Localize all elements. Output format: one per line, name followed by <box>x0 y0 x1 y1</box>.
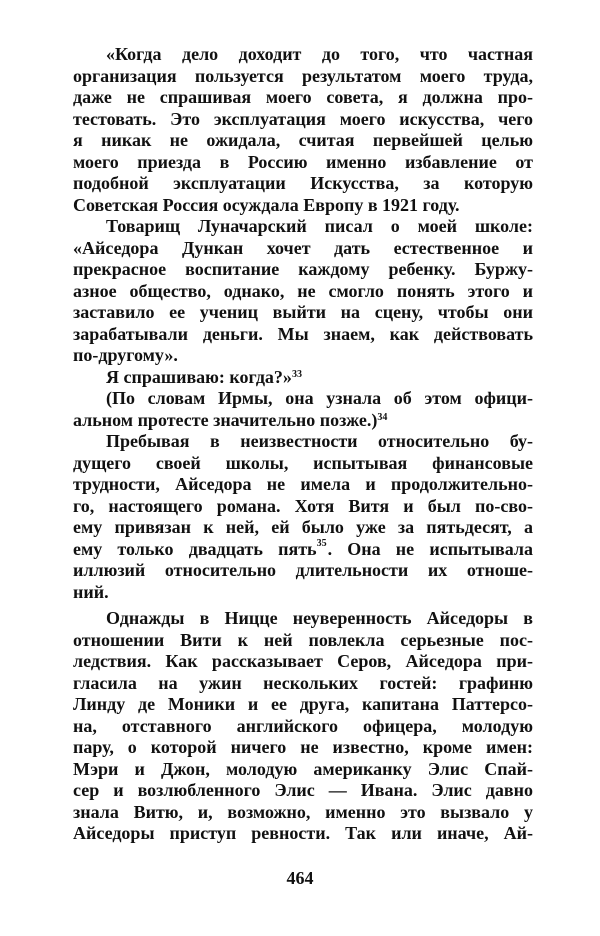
text-line <box>73 802 533 824</box>
text-line <box>73 44 533 66</box>
line-text: (По словам Ирмы, она узнала об этом офици- <box>106 388 533 408</box>
paragraph <box>73 608 533 845</box>
text-line <box>73 630 533 652</box>
text-line <box>73 195 533 217</box>
line-text-after-footnote: . Она не испытывала <box>327 538 534 559</box>
text-line <box>73 560 533 582</box>
text-line <box>73 517 533 539</box>
line-text: на, отставного английского офицера, молодую <box>73 715 533 736</box>
line-text <box>73 539 533 559</box>
text-line <box>73 759 533 781</box>
text-line <box>73 716 533 738</box>
paragraph <box>73 44 533 216</box>
text-line <box>73 823 533 845</box>
text-line <box>73 608 533 630</box>
paragraph <box>73 388 533 431</box>
paragraph <box>73 367 533 389</box>
text-line <box>73 238 533 260</box>
text-line <box>73 453 533 475</box>
line-text: дущего своей школы, испытывая финансовые <box>73 452 533 473</box>
line-text: сер и возлюбленного Элис — Ивана. Элис давно <box>73 780 533 800</box>
text-line <box>73 474 533 496</box>
line-text: Айседоры приступ ревности. Так или иначе, Ай- <box>73 823 533 843</box>
text-line <box>73 651 533 673</box>
line-text: трудности, Айседора не имела и продолжительно- <box>73 474 533 494</box>
text-line <box>73 302 533 324</box>
footnote-mark: 35 <box>316 537 327 549</box>
line-text: организация пользуется результатом моего труда, <box>73 65 533 86</box>
line-text: зарабатывали деньги. Мы знаем, как действовать <box>73 323 533 344</box>
text-line <box>73 259 533 281</box>
text-line <box>73 130 533 152</box>
text-line <box>73 345 533 367</box>
line-text: Советская Россия осуждала Европу в 1921 году. <box>73 194 460 215</box>
text-line <box>73 496 533 518</box>
text-line <box>73 152 533 174</box>
text-line <box>73 324 533 346</box>
text-line <box>73 66 533 88</box>
line-text: ний. <box>73 581 109 602</box>
text-line <box>73 216 533 238</box>
line-text: Я спрашиваю: когда?» <box>106 366 292 387</box>
line-text: ему привязан к ней, ей было уже за пятьдесят, а <box>73 517 533 537</box>
text-line <box>73 367 533 389</box>
line-text: пару, о которой ничего не известно, кроме имен: <box>73 737 533 757</box>
text-line <box>73 694 533 716</box>
text-line <box>73 431 533 453</box>
line-text: Однажды в Ницце неуверенность Айседоры в <box>106 608 533 628</box>
line-text: «Когда дело доходит до того, что частная <box>106 44 533 64</box>
line-text: гласила на ужин нескольких гостей: графиню <box>73 672 533 693</box>
text-line <box>73 87 533 109</box>
line-text: Товарищ Луначарский писал о моей школе: <box>106 216 533 236</box>
text-line <box>73 737 533 759</box>
text-line <box>73 673 533 695</box>
line-text: отношении Вити к ней повлекла серьезные пос- <box>73 629 533 650</box>
line-text: азное общество, однако, не смогло понять этого и <box>73 280 533 301</box>
text-line <box>73 780 533 802</box>
line-text: заставило ее учениц выйти на сцену, чтобы они <box>73 302 533 322</box>
line-text: Пребывая в неизвестности относительно бу- <box>106 431 533 451</box>
line-text: я никак не ожидала, считая первейшей целью <box>73 130 533 150</box>
footnote-mark: 33 <box>291 368 302 380</box>
line-text: иллюзий относительно длительности их отноше- <box>73 560 533 580</box>
text-line <box>73 410 533 432</box>
line-text: ледствия. Как рассказывает Серов, Айседора при- <box>73 651 533 671</box>
line-text: моего приезда в Россию именно избавление от <box>73 151 533 172</box>
paragraph <box>73 431 533 603</box>
line-text: прекрасное воспитание каждому ребенку. Буржу- <box>73 259 533 279</box>
line-text: знала Витю, и, возможно, именно это вызвало у <box>73 801 533 822</box>
line-text: по-другому». <box>73 345 178 365</box>
line-text: альном протесте значительно позже.) <box>73 409 378 430</box>
text-line <box>73 281 533 303</box>
text-line <box>73 539 533 561</box>
book-page-text <box>73 44 533 845</box>
text-line <box>73 173 533 195</box>
line-text-before-footnote: ему только двадцать пять <box>73 538 317 559</box>
line-text: Мэри и Джон, молодую американку Элис Спай- <box>73 758 533 779</box>
line-text: тестовать. Это эксплуатация моего искусства, чего <box>73 108 533 129</box>
line-text: даже не спрашивая моего совета, я должна про- <box>73 87 533 107</box>
page-number: 464 <box>286 868 314 888</box>
line-text: «Айседора Дункан хочет дать естественное и <box>73 237 533 258</box>
paragraph <box>73 216 533 367</box>
text-line <box>73 582 533 604</box>
footnote-mark: 34 <box>377 411 388 423</box>
text-line <box>73 109 533 131</box>
text-line <box>73 388 533 410</box>
line-text: го, настоящего романа. Хотя Витя и был по-сво- <box>73 495 533 516</box>
line-text: Линду де Моники и ее друга, капитана Паттерсо- <box>73 694 533 714</box>
line-text: подобной эксплуатации Искусства, за которую <box>73 173 533 193</box>
